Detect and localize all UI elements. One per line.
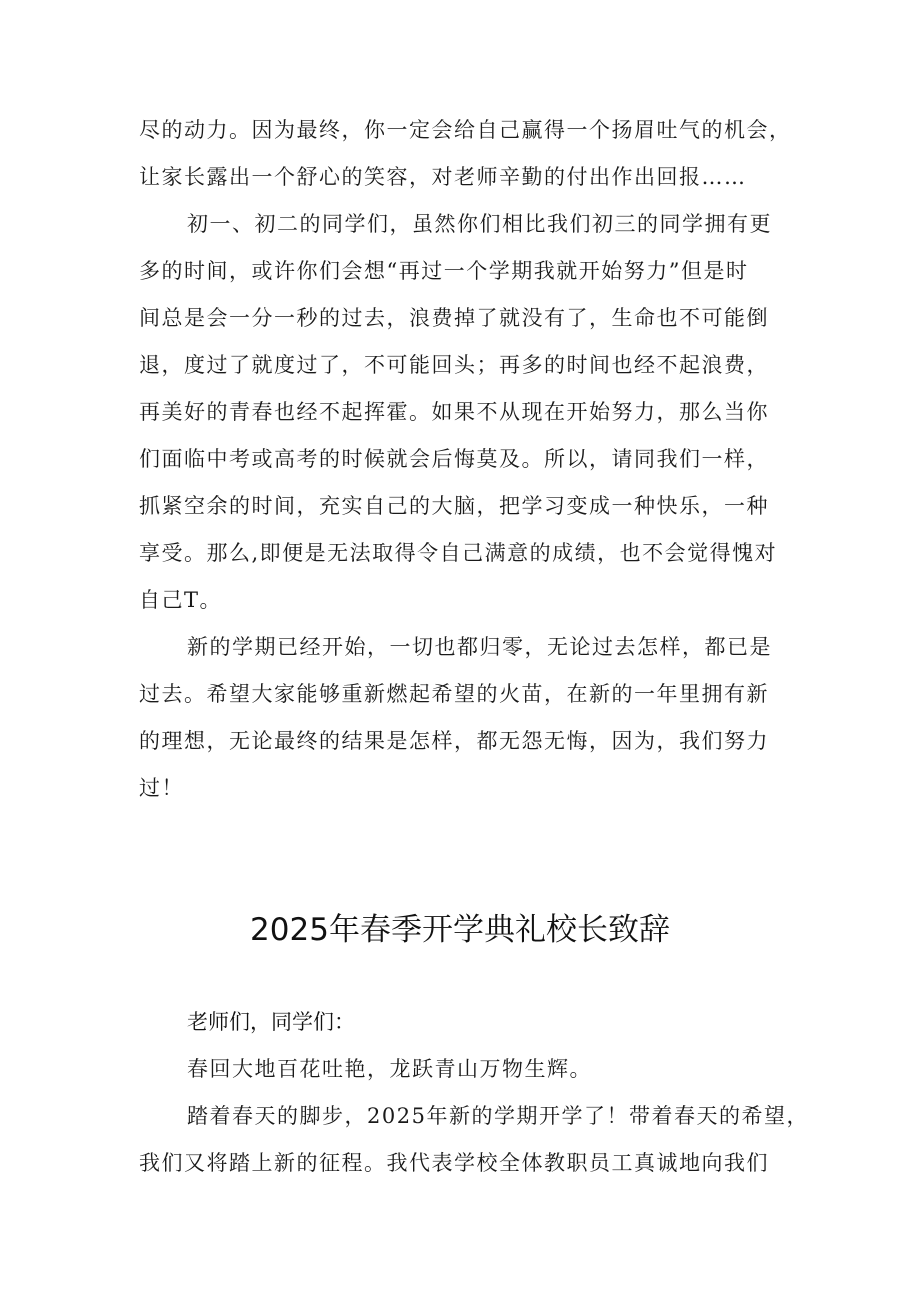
paragraph-line: 享受。那么,即便是无法取得令自己满意的成绩，也不会觉得愧对: [139, 541, 778, 565]
paragraph-line: 新的学期已经开始，一切也都归零，无论过去怎样，都已是: [187, 635, 772, 659]
salutation: 老师们，同学们：: [187, 1010, 355, 1034]
paragraph-line: 踏着春天的脚步，2025年新的学期开学了！带着春天的希望，: [187, 1104, 809, 1128]
paragraph-line: 初一、初二的同学们，虽然你们相比我们初三的同学拥有更: [187, 212, 772, 236]
paragraph-line: 春回大地百花吐艳，龙跃青山万物生辉。: [187, 1057, 592, 1081]
paragraph-line: 的理想，无论最终的结果是怎样，都无怨无悔，因为，我们努力: [139, 729, 769, 753]
paragraph-line: 过！: [139, 776, 184, 800]
speech-title: 2025年春季开学典礼校长致辞: [250, 912, 670, 948]
paragraph-line: 多的时间，或许你们会想“再过一个学期我就开始努力”但是时: [139, 259, 749, 283]
paragraph-line: 抓紧空余的时间，充实自己的大脑，把学习变成一种快乐，一种: [139, 494, 769, 518]
paragraph-line: 尽的动力。因为最终，你一定会给自己赢得一个扬眉吐气的机会，: [139, 118, 792, 142]
paragraph-line: 过去。希望大家能够重新燃起希望的火苗，在新的一年里拥有新: [139, 682, 769, 706]
previous-speech-body: [139, 107, 792, 812]
paragraph-line: 们面临中考或高考的时候就会后悔莫及。所以，请同我们一样，: [139, 447, 769, 471]
paragraph-line: 再美好的青春也经不起挥霍。如果不从现在开始努力，那么当你: [139, 400, 769, 424]
new-speech-body: [139, 1046, 809, 1187]
paragraph-line: 自己T。: [139, 588, 223, 612]
paragraph-line: 退，度过了就度过了，不可能回头；再多的时间也经不起浪费，: [139, 353, 769, 377]
paragraph-line: 我们又将踏上新的征程。我代表学校全体教职员工真诚地向我们: [139, 1151, 769, 1175]
paragraph-line: 让家长露出一个舒心的笑容，对老师辛勤的付出作出回报……: [139, 165, 747, 189]
paragraph-line: 间总是会一分一秒的过去，浪费掉了就没有了，生命也不可能倒: [139, 306, 769, 330]
